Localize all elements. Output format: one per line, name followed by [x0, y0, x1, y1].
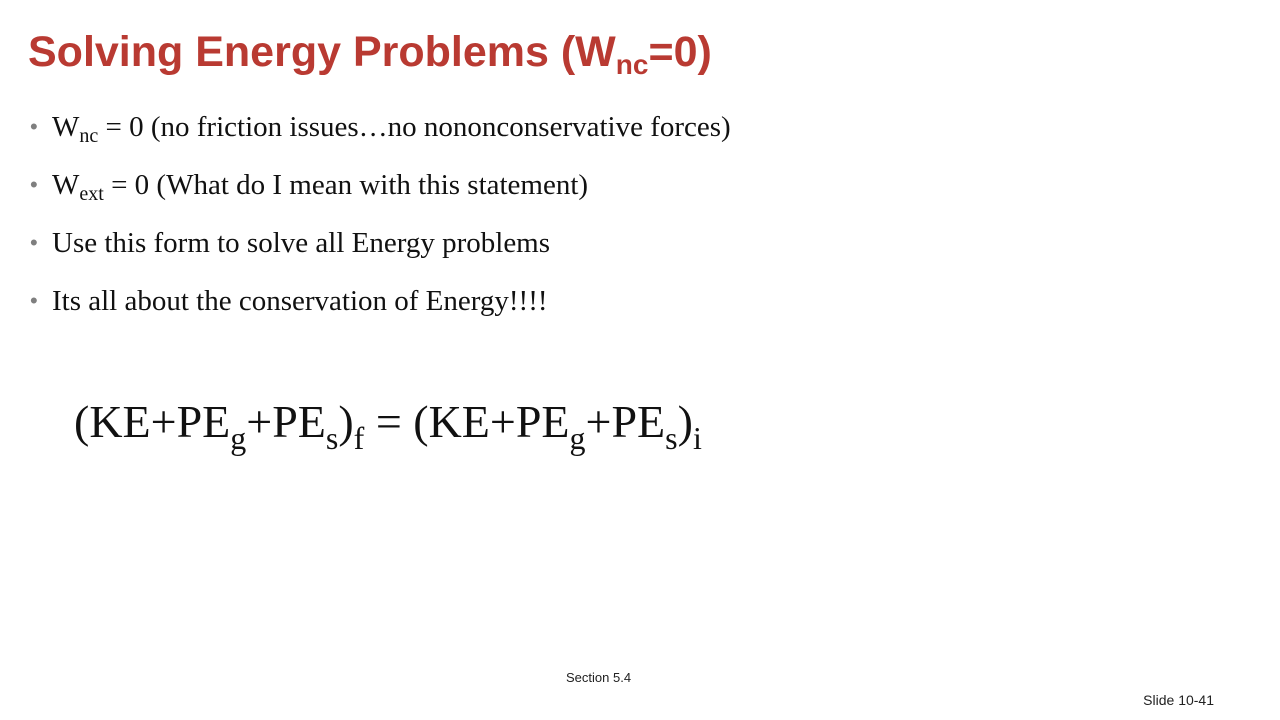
slide-number: Slide 10-41	[1143, 692, 1214, 708]
bullet-list	[30, 100, 731, 332]
bullet-item: • Its all about the conservation of Energy!!!!	[30, 285, 548, 317]
section-label: Section 5.4	[566, 670, 632, 685]
bullet-item: • $W_{nc} = 0$ (no friction issues…no nononconservative forces)	[30, 111, 731, 147]
slide-title: Solving Energy Problems $(W_{nc}=0)$	[28, 28, 712, 80]
energy-equation: $(KE+PE_g+PE_s)_f = (KE+PE_g+PE_s)_i$	[74, 396, 702, 456]
bullet-item: • Use this form to solve all Energy problems	[30, 227, 551, 259]
bullet-item: • $W_{ext} = 0$ (What do I mean with this statement)	[30, 169, 589, 205]
